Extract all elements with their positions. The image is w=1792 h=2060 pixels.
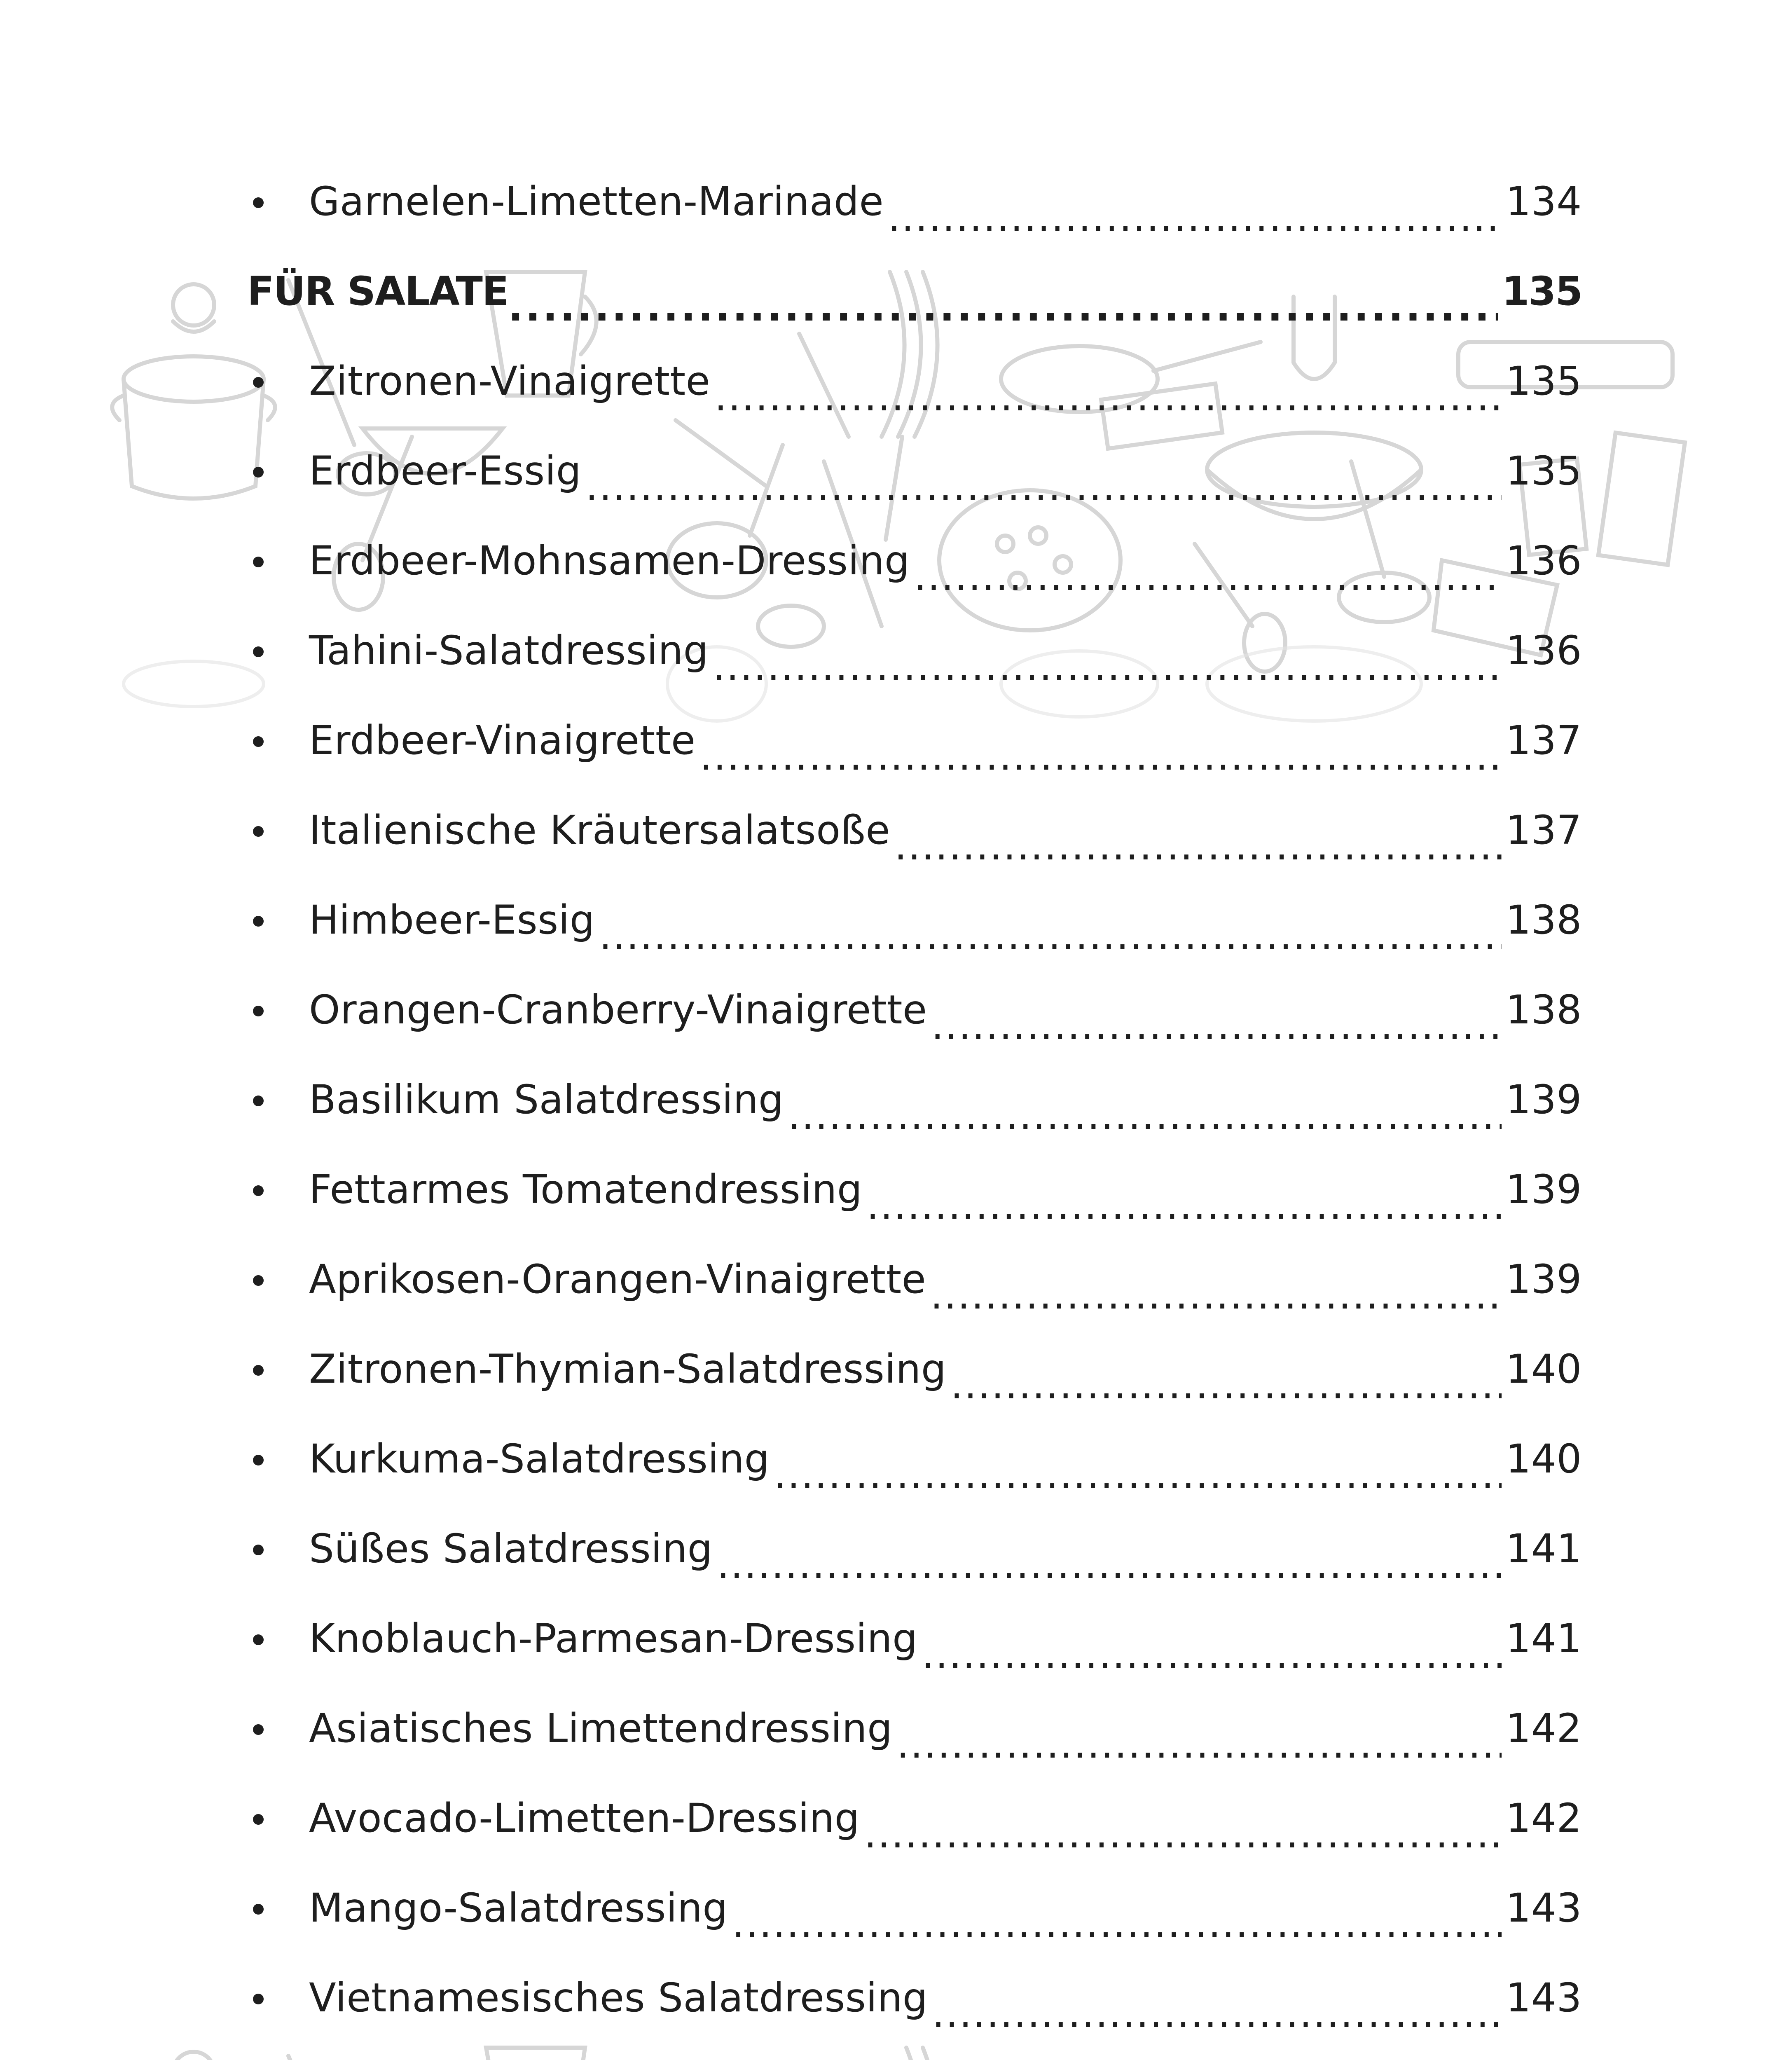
toc-entry-page: 139 — [1506, 1077, 1582, 1123]
toc-entry-page: 136 — [1506, 627, 1582, 674]
toc-entry-title: Avocado-Limetten-Dressing — [309, 1795, 860, 1841]
toc-section-heading[interactable] — [247, 246, 1582, 336]
toc-entry-title: Italienische Kräutersalatsoße — [309, 807, 890, 853]
dot-leader — [508, 291, 1497, 336]
toc-entry-title: Erdbeer-Essig — [309, 448, 582, 494]
toc-entry[interactable] — [247, 426, 1582, 516]
bullet-icon — [247, 1055, 309, 1145]
toc-entry-title: Zitronen-Thymian-Salatdressing — [309, 1346, 947, 1392]
bullet-icon — [247, 1414, 309, 1504]
toc-entry-title: Kurkuma-Salatdressing — [309, 1436, 770, 1482]
bullet-icon — [247, 1683, 309, 1773]
toc-entry-page: 137 — [1506, 717, 1582, 763]
bullet-icon — [247, 516, 309, 606]
toc-entry[interactable] — [247, 1773, 1582, 1863]
toc-entry[interactable] — [247, 695, 1582, 785]
dot-leader — [713, 650, 1502, 695]
bullet-icon — [247, 157, 309, 246]
dot-leader — [717, 1548, 1502, 1594]
dot-leader — [599, 920, 1502, 965]
toc-entry[interactable] — [247, 157, 1582, 246]
toc-entry[interactable] — [247, 965, 1582, 1055]
bullet-icon — [247, 1504, 309, 1594]
toc-entry-page: 142 — [1506, 1705, 1582, 1751]
dot-leader — [714, 381, 1502, 426]
toc-entry[interactable] — [247, 1953, 1582, 2043]
dot-leader — [922, 1638, 1502, 1683]
toc-entry-list — [247, 336, 1582, 2060]
toc-entry-page: 139 — [1506, 1166, 1582, 1213]
bullet-icon — [247, 336, 309, 426]
dot-leader — [914, 560, 1502, 606]
dot-leader — [950, 1369, 1502, 1414]
dot-leader — [932, 1997, 1502, 2043]
bullet-icon — [247, 875, 309, 965]
bullet-icon — [247, 606, 309, 695]
toc-entry-page: 140 — [1506, 1436, 1582, 1482]
bullet-icon — [247, 1594, 309, 1683]
dot-leader — [931, 1009, 1502, 1055]
toc-entry-page: 136 — [1506, 538, 1582, 584]
section-title: FÜR SALATE — [247, 268, 508, 314]
dot-leader — [774, 1458, 1502, 1504]
toc-entry-page: 138 — [1506, 987, 1582, 1033]
toc-entry-page: 134 — [1506, 178, 1582, 225]
toc-entry[interactable] — [247, 875, 1582, 965]
toc-entry[interactable] — [247, 606, 1582, 695]
toc-entry-title: Süßes Salatdressing — [309, 1526, 713, 1572]
bullet-icon — [247, 1324, 309, 1414]
toc-entry-title: Himbeer-Essig — [309, 897, 595, 943]
toc-entry-page: 143 — [1506, 1975, 1582, 2021]
dot-leader — [894, 830, 1502, 875]
toc-entry-title: Fettarmes Tomatendressing — [309, 1166, 863, 1213]
toc-entry-title: Vietnamesisches Salatdressing — [309, 1975, 928, 2021]
toc-entry-title: Orangen-Cranberry-Vinaigrette — [309, 987, 927, 1033]
dot-leader — [700, 740, 1502, 785]
dot-leader — [864, 1818, 1502, 1863]
bullet-icon — [247, 426, 309, 516]
toc-entry-title: Zitronen-Vinaigrette — [309, 358, 711, 404]
bullet-icon — [247, 785, 309, 875]
toc-entry-page: 142 — [1506, 1795, 1582, 1841]
toc-entry-page: 135 — [1506, 358, 1582, 404]
toc-entry-page: 137 — [1506, 807, 1582, 853]
toc-entry[interactable] — [247, 1414, 1582, 1504]
section-page: 135 — [1502, 268, 1582, 314]
toc-entry-page: 140 — [1506, 1346, 1582, 1392]
dot-leader — [897, 1728, 1502, 1773]
bullet-icon — [247, 1145, 309, 1234]
toc-entry[interactable] — [247, 1863, 1582, 1953]
dot-leader — [732, 1908, 1502, 1953]
toc-entry-page: 135 — [1506, 448, 1582, 494]
toc-entry[interactable] — [247, 1504, 1582, 1594]
toc-entry-page: 139 — [1506, 1256, 1582, 1302]
bullet-icon — [247, 1863, 309, 1953]
toc-entry[interactable] — [247, 336, 1582, 426]
bullet-icon — [247, 1773, 309, 1863]
bullet-icon — [247, 2043, 309, 2060]
dot-leader — [788, 1099, 1502, 1145]
dot-leader — [866, 1189, 1502, 1234]
toc-entry-title: Aprikosen-Orangen-Vinaigrette — [309, 1256, 926, 1302]
toc-entry-page: 143 — [1506, 1885, 1582, 1931]
toc-entry-title: Erdbeer-Vinaigrette — [309, 717, 696, 763]
bullet-icon — [247, 965, 309, 1055]
toc-entry[interactable] — [247, 1324, 1582, 1414]
toc-entry-title: Knoblauch-Parmesan-Dressing — [309, 1615, 918, 1662]
toc-entry-title: Erdbeer-Mohnsamen-Dressing — [309, 538, 910, 584]
toc-entry[interactable] — [247, 785, 1582, 875]
toc-entry[interactable] — [247, 1145, 1582, 1234]
toc-entry[interactable] — [247, 1683, 1582, 1773]
toc-entry-page: 138 — [1506, 897, 1582, 943]
dot-leader — [585, 471, 1502, 516]
toc-entry-title: Asiatisches Limettendressing — [309, 1705, 893, 1751]
table-of-contents — [247, 157, 1582, 2060]
bullet-icon — [247, 1234, 309, 1324]
toc-entry-page: 141 — [1506, 1526, 1582, 1572]
bullet-icon — [247, 695, 309, 785]
toc-entry[interactable] — [247, 2043, 1582, 2060]
toc-entry-title: Garnelen-Limetten-Marinade — [309, 178, 884, 225]
toc-entry-page: 141 — [1506, 1615, 1582, 1662]
toc-entry-title: Tahini-Salatdressing — [309, 627, 709, 674]
dot-leader — [930, 1279, 1502, 1324]
toc-entry-title: Mango-Salatdressing — [309, 1885, 728, 1931]
toc-entry[interactable] — [247, 1055, 1582, 1145]
toc-entry[interactable] — [247, 1594, 1582, 1683]
toc-entry[interactable] — [247, 1234, 1582, 1324]
bullet-icon — [247, 1953, 309, 2043]
toc-entry-title: Basilikum Salatdressing — [309, 1077, 784, 1123]
toc-entry[interactable] — [247, 516, 1582, 606]
dot-leader — [888, 201, 1502, 246]
